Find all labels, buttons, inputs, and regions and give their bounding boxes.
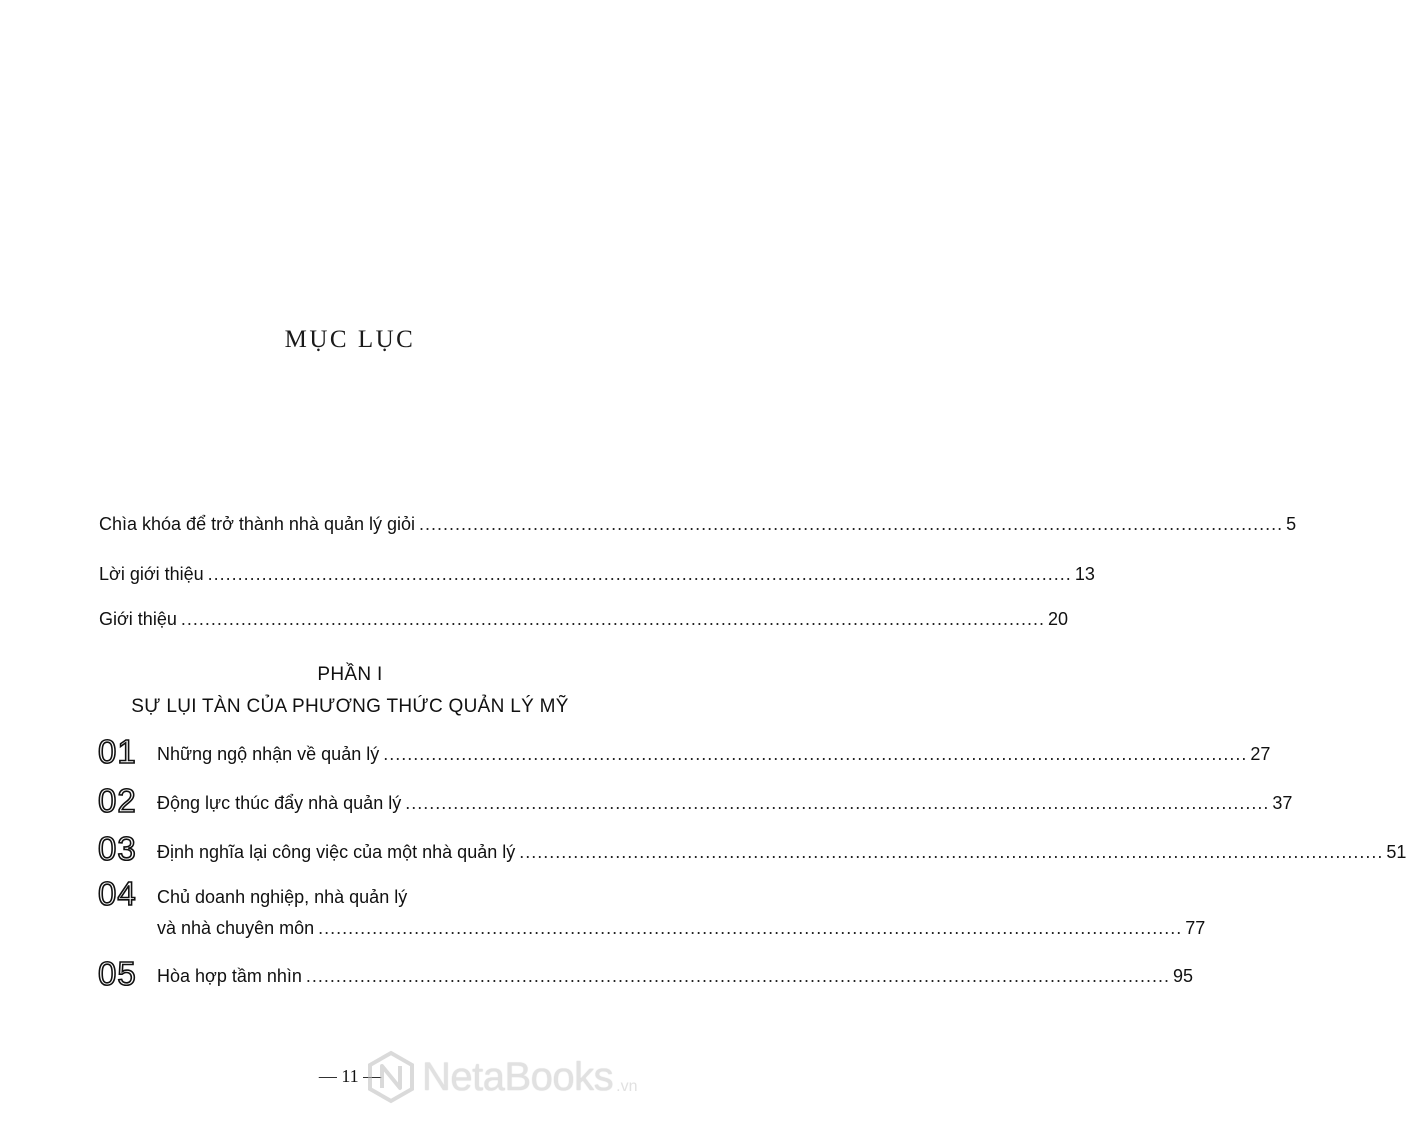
toc-chapter-3 (157, 841, 1406, 863)
watermark (364, 1050, 638, 1104)
chapter-page: 37 (1272, 793, 1293, 813)
chapter-number: 05 (98, 955, 137, 992)
chapter-title-line2: và nhà chuyên môn (157, 918, 315, 938)
toc-entry-foreword (99, 563, 1095, 585)
chapter-title: Động lực thúc đẩy nhà quản lý (157, 793, 402, 813)
toc-entry-keys (99, 513, 1297, 535)
chapter-page: 95 (1173, 966, 1194, 986)
toc-chapter-5 (157, 965, 1194, 987)
chapter-title: Định nghĩa lại công việc của một nhà quản lý (157, 842, 516, 862)
chapter-page: 77 (1185, 918, 1206, 938)
toc-entry-introduction (99, 608, 1069, 630)
toc-leader: ................................................................................................................................................ (207, 564, 1072, 584)
chapter-number: 03 (98, 830, 137, 867)
toc-entry-page: 13 (1074, 564, 1095, 584)
toc-entry-page: 5 (1286, 514, 1297, 534)
toc-leader: ................................................................................................................................................ (305, 966, 1171, 986)
toc-chapter-2 (157, 792, 1293, 814)
page-number: — 11 — (318, 1066, 382, 1086)
toc-title: MỤC LỤC (284, 326, 416, 353)
chapter-number: 02 (98, 782, 137, 819)
toc-chapter-4 (157, 917, 1206, 939)
toc-entry-label: Giới thiệu (99, 609, 177, 629)
chapter-page: 51 (1386, 842, 1406, 862)
chapter-title: Những ngộ nhận về quản lý (157, 744, 380, 764)
toc-chapter-1 (157, 743, 1271, 765)
toc-leader: ................................................................................................................................................ (318, 918, 1183, 938)
toc-entry-page: 20 (1047, 609, 1069, 629)
toc-leader: ................................................................................................................................................ (419, 514, 1284, 534)
chapter-number: 04 (98, 875, 137, 912)
watermark-tld: .vn (616, 1078, 638, 1095)
toc-entry-label: Lời giới thiệu (99, 564, 204, 584)
chapter-number: 01 (98, 733, 137, 770)
watermark-brand: NetaBooks (422, 1054, 614, 1099)
toc-leader: ................................................................................................................................................ (383, 744, 1248, 764)
chapter-title-line1: Chủ doanh nghiệp, nhà quản lý (157, 887, 408, 907)
chapter-title: Hòa hợp tầm nhìn (157, 966, 302, 986)
part-label: PHẦN I (317, 664, 383, 685)
part-title: SỰ LỤI TÀN CỦA PHƯƠNG THỨC QUẢN LÝ MỸ (131, 696, 569, 717)
chapter-page: 27 (1250, 744, 1271, 764)
toc-leader: ................................................................................................................................................ (405, 793, 1270, 813)
toc-leader: ................................................................................................................................................ (180, 609, 1045, 629)
toc-entry-label: Chìa khóa để trở thành nhà quản lý giỏi (99, 514, 416, 534)
netabooks-logo-icon (364, 1050, 418, 1104)
toc-leader: ................................................................................................................................................ (519, 842, 1384, 862)
